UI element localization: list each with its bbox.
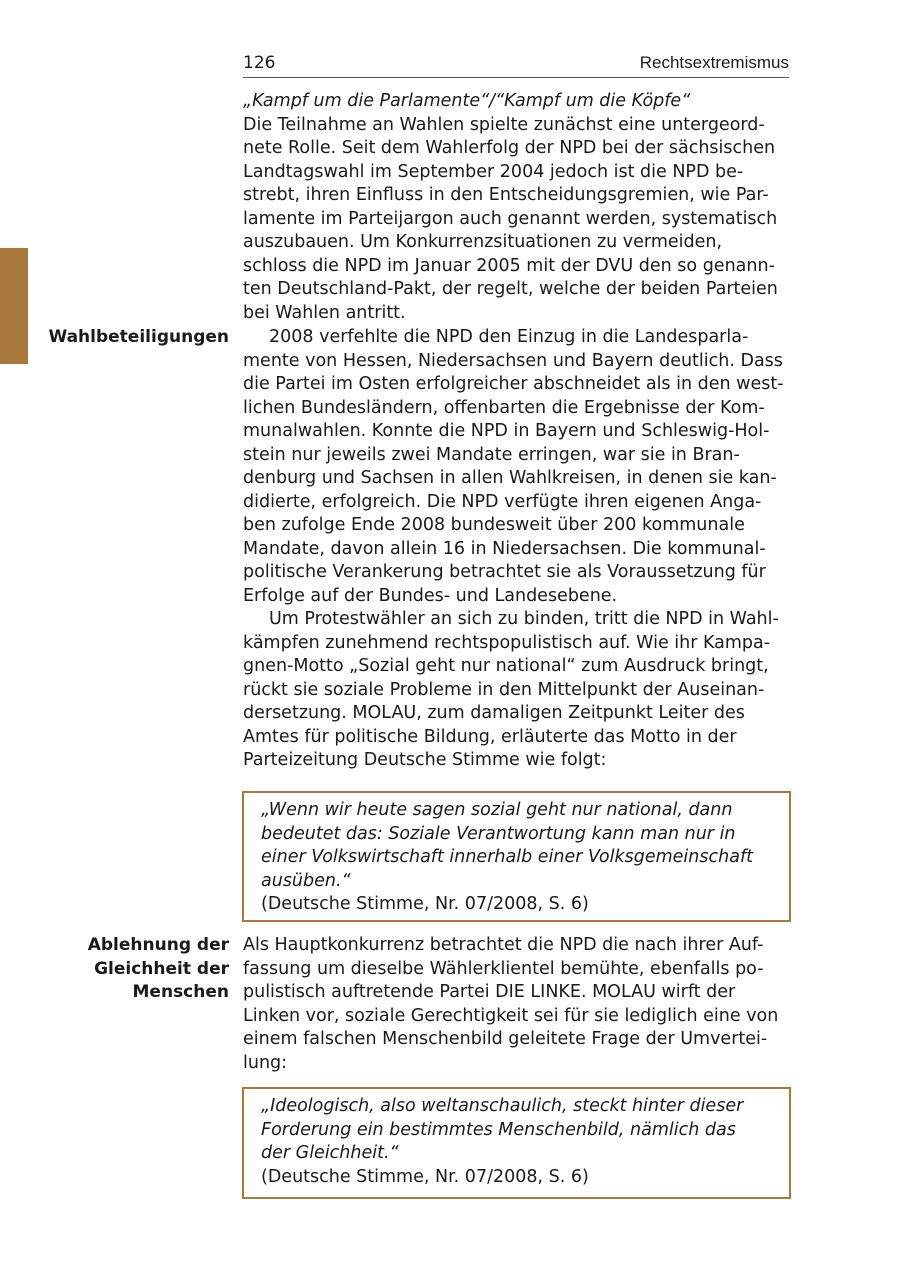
paragraph-line: Landtagswahl im September 2004 jedoch ist die NPD be- (243, 161, 744, 182)
paragraph-line: didierte, erfolgreich. Die NPD verfügte ihren eigenen Anga- (243, 491, 762, 512)
quote-line: „Wenn wir heute sagen sozial geht nur national, dann (261, 800, 733, 820)
paragraph-line: rückt sie soziale Probleme in den Mittelpunkt der Auseinan- (243, 679, 765, 700)
paragraph-line: politische Verankerung betrachtet sie als Voraussetzung für (243, 562, 766, 582)
paragraph-line: ben zufolge Ende 2008 bundesweit über 200 kommunale (243, 515, 745, 535)
section-wahlbeteiligungen (243, 326, 789, 773)
paragraph-line: fassung um dieselbe Wählerklientel bemühte, ebenfalls po- (243, 958, 764, 979)
quote-line: einer Volkswirtschaft innerhalb einer Volksgemeinschaft (261, 847, 753, 867)
quote-box-sozial (242, 791, 791, 922)
paragraph-line: pulistisch auftretende Partei DIE LINKE. MOLAU wirft der (243, 982, 736, 1002)
paragraph-line: lichen Bundesländern, offenbarten die Ergebnisse der Kom- (243, 397, 765, 418)
margin-label-text: Menschen (132, 982, 229, 1002)
quote-line: der Gleichheit.“ (261, 1143, 399, 1163)
page-number: 126 (243, 53, 276, 73)
paragraph-line: 2008 verfehlte die NPD den Einzug in die Landesparla- (269, 327, 749, 347)
paragraph-line: auszubauen. Um Konkurrenzsituationen zu vermeiden, (243, 232, 723, 252)
paragraph-line: lamente im Parteijargon auch genannt werden, systematisch (243, 208, 778, 229)
paragraph-line: gnen-Motto „Sozial geht nur national“ zum Ausdruck bringt, (243, 656, 769, 676)
paragraph-line: denburg und Sachsen in allen Wahlkreisen, in denen sie kan- (243, 468, 777, 488)
paragraph-line: munalwahlen. Konnte die NPD in Bayern und Schleswig-Hol- (243, 421, 770, 441)
paragraph-line: Um Protestwähler an sich zu binden, tritt die NPD in Wahl- (269, 609, 779, 629)
paragraph-line: Die Teilnahme an Wahlen spielte zunächst eine untergeord- (243, 114, 765, 135)
paragraph-line: schloss die NPD im Januar 2005 mit der DVU den so genann- (243, 255, 775, 276)
paragraph-line: kämpfen zunehmend rechtspopulistisch auf. Wie ihr Kampa- (243, 632, 771, 653)
margin-label-text: Ablehnung der (87, 935, 229, 955)
section-heading: „Kampf um die Parlamente“/“Kampf um die Köpfe“ (243, 91, 691, 111)
quote-line: Forderung ein bestimmtes Menschenbild, nämlich das (261, 1119, 736, 1140)
quote-source: (Deutsche Stimme, Nr. 07/2008, S. 6) (261, 894, 589, 914)
paragraph-line: die Partei im Osten erfolgreicher abschneidet als in den west- (243, 374, 784, 394)
paragraph-line: Linken vor, soziale Gerechtigkeit sei für sie lediglich eine von (243, 1005, 779, 1026)
quote-line: „Ideologisch, also weltanschaulich, steckt hinter dieser (261, 1096, 744, 1116)
chapter-tab-marker (0, 248, 28, 364)
paragraph-line: dersetzung. MOLAU, zum damaligen Zeitpunkt Leiter des (243, 703, 745, 723)
margin-label-ablehnung (29, 934, 229, 1005)
running-head: Rechtsextremismus (639, 53, 789, 72)
quote-line: bedeutet das: Soziale Verantwortung kann man nur in (261, 823, 736, 844)
section-kampf (243, 90, 789, 325)
paragraph-line: Amtes für politische Bildung, erläuterte das Motto in der (243, 726, 737, 747)
paragraph-line: lung: (243, 1052, 288, 1073)
quote-box-gleichheit (242, 1087, 791, 1199)
paragraph-line: Mandate, davon allein 16 in Niedersachsen. Die kommunal- (243, 538, 766, 559)
margin-label-text: Wahlbeteiligungen (48, 327, 229, 347)
quote-line: ausüben.“ (261, 870, 351, 891)
paragraph-line: bei Wahlen antritt. (243, 302, 406, 323)
paragraph-line: Erfolge auf der Bundes- und Landesebene. (243, 585, 618, 606)
paragraph-line: nete Rolle. Seit dem Wahlerfolg der NPD bei der sächsischen (243, 138, 776, 158)
paragraph-line: Parteizeitung Deutsche Stimme wie folgt: (243, 750, 607, 770)
margin-label-text: Gleichheit der (94, 958, 229, 979)
paragraph-line: Als Hauptkonkurrenz betrachtet die NPD die nach ihrer Auf- (243, 935, 764, 955)
quote-source: (Deutsche Stimme, Nr. 07/2008, S. 6) (261, 1166, 589, 1187)
paragraph-line: ten Deutschland-Pakt, der regelt, welche der beiden Parteien (243, 279, 778, 299)
paragraph-line: stein nur jeweils zwei Mandate erringen, war sie in Bran- (243, 444, 740, 465)
paragraph-line: einem falschen Menschenbild geleitete Frage der Umvertei- (243, 1029, 768, 1049)
paragraph-line: mente von Hessen, Niedersachsen und Bayern deutlich. Dass (243, 350, 783, 371)
margin-label-wahlbeteiligungen (29, 326, 229, 350)
paragraph-line: strebt, ihren Einfluss in den Entscheidungsgremien, wie Par- (243, 185, 769, 205)
section-ablehnung (243, 934, 789, 1075)
header-divider (243, 77, 789, 78)
